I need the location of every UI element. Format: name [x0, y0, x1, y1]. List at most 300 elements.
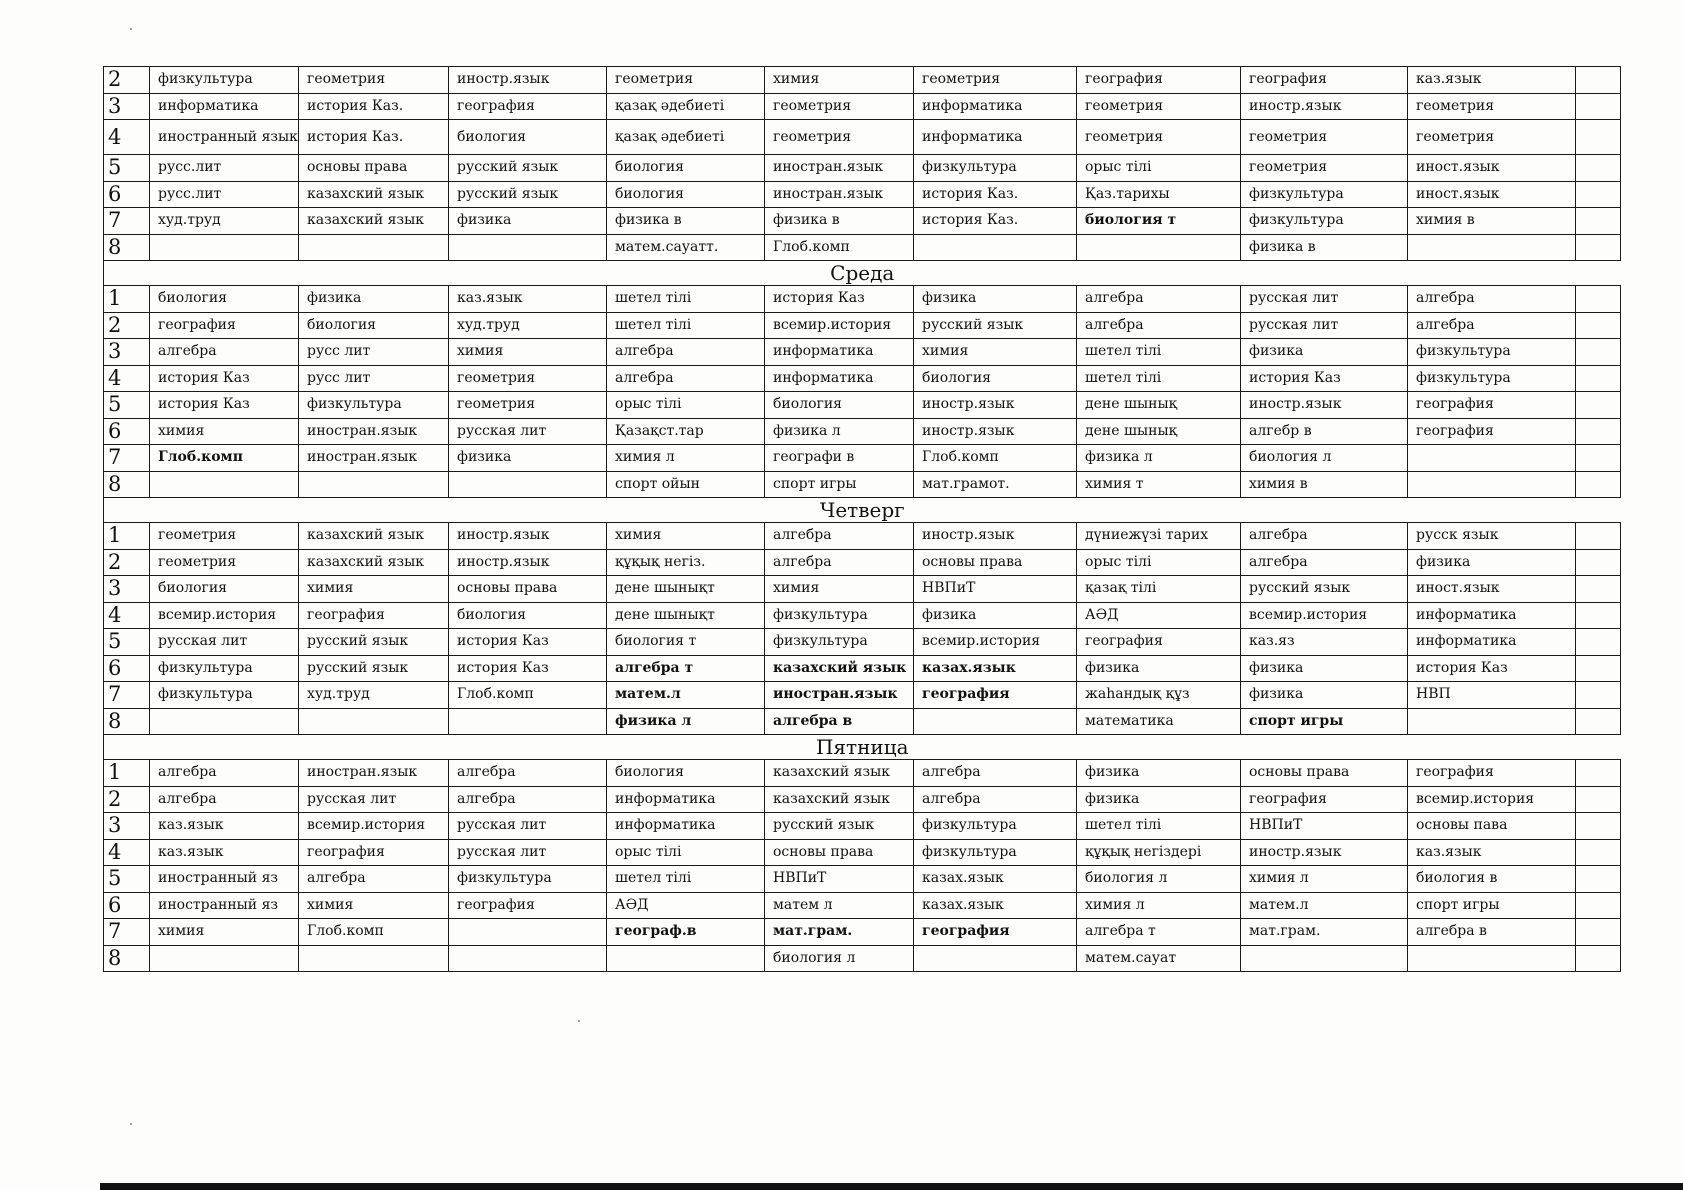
subject-cell: физика в: [1241, 234, 1408, 261]
subject-cell: казахский язык: [299, 181, 449, 208]
subject-cell: химия: [765, 576, 914, 603]
subject-cell: [1408, 945, 1576, 972]
subject-cell: матем.л: [607, 682, 765, 709]
subject-cell: дене шынық: [1077, 392, 1241, 419]
subject-cell: [299, 945, 449, 972]
subject-cell: физика: [1241, 682, 1408, 709]
lesson-row: [104, 392, 1621, 419]
subject-cell: [1576, 866, 1621, 893]
subject-cell: шетел тілі: [607, 286, 765, 313]
subject-cell: иностр.язык: [1241, 93, 1408, 120]
subject-cell: информатика: [1408, 602, 1576, 629]
subject-cell: информатика: [1408, 629, 1576, 656]
scan-speck: [130, 1123, 132, 1125]
subject-cell: физика: [914, 286, 1077, 313]
subject-cell: шетел тілі: [607, 312, 765, 339]
subject-cell: география: [1241, 67, 1408, 94]
subject-cell: русский язык: [299, 655, 449, 682]
subject-cell: география: [449, 93, 607, 120]
subject-cell: алгебра: [299, 866, 449, 893]
subject-cell: [1408, 471, 1576, 498]
subject-cell: шетел тілі: [607, 866, 765, 893]
lesson-row: [104, 312, 1621, 339]
subject-cell: физика в: [607, 208, 765, 235]
subject-cell: физкультура: [1408, 339, 1576, 366]
subject-cell: иностр.язык: [914, 418, 1077, 445]
subject-cell: казахский язык: [299, 549, 449, 576]
subject-cell: алгебра: [1408, 286, 1576, 313]
subject-cell: иностр.язык: [449, 549, 607, 576]
subject-cell: география: [449, 892, 607, 919]
subject-cell: мат.грамот.: [914, 471, 1077, 498]
lesson-row: [104, 286, 1621, 313]
subject-cell: география: [1408, 418, 1576, 445]
subject-cell: [1576, 234, 1621, 261]
subject-cell: матем.сауатт.: [607, 234, 765, 261]
lesson-row: [104, 67, 1621, 94]
subject-cell: АӘД: [1077, 602, 1241, 629]
subject-cell: алгебра: [150, 786, 299, 813]
subject-cell: [1576, 523, 1621, 550]
lesson-number: 5: [104, 629, 150, 656]
subject-cell: спорт игры: [1408, 892, 1576, 919]
subject-cell: история Каз: [1408, 655, 1576, 682]
subject-cell: алгебра: [1077, 312, 1241, 339]
subject-cell: биология т: [607, 629, 765, 656]
subject-cell: математика: [1077, 708, 1241, 735]
subject-cell: алгебр в: [1241, 418, 1408, 445]
scan-speck: [578, 1020, 580, 1022]
subject-cell: всемир.история: [765, 312, 914, 339]
lesson-row: [104, 93, 1621, 120]
subject-cell: история Каз.: [914, 208, 1077, 235]
subject-cell: [1576, 682, 1621, 709]
subject-cell: физкультура: [150, 67, 299, 94]
subject-cell: иностр.язык: [914, 523, 1077, 550]
subject-cell: каз.яз: [1241, 629, 1408, 656]
subject-cell: казах.язык: [914, 892, 1077, 919]
subject-cell: [1576, 286, 1621, 313]
subject-cell: шетел тілі: [1077, 339, 1241, 366]
lesson-number: 1: [104, 286, 150, 313]
subject-cell: русский язык: [1241, 576, 1408, 603]
subject-cell: иностран.язык: [765, 682, 914, 709]
subject-cell: химия л: [607, 445, 765, 472]
lesson-row: [104, 708, 1621, 735]
subject-cell: дене шынықт: [607, 602, 765, 629]
subject-cell: химия: [449, 339, 607, 366]
subject-cell: история Каз: [150, 365, 299, 392]
subject-cell: физика: [299, 286, 449, 313]
subject-cell: алгебра: [150, 339, 299, 366]
subject-cell: биология: [607, 181, 765, 208]
subject-cell: алгебра: [914, 786, 1077, 813]
subject-cell: русский язык: [449, 155, 607, 182]
lesson-row: [104, 208, 1621, 235]
subject-cell: [1576, 339, 1621, 366]
subject-cell: химия: [914, 339, 1077, 366]
subject-cell: [1576, 919, 1621, 946]
subject-cell: [1576, 655, 1621, 682]
subject-cell: химия т: [1077, 471, 1241, 498]
subject-cell: [1576, 445, 1621, 472]
subject-cell: физкультура: [449, 866, 607, 893]
subject-cell: [1576, 945, 1621, 972]
subject-cell: иностр.язык: [1241, 392, 1408, 419]
subject-cell: [1576, 208, 1621, 235]
subject-cell: биология: [914, 365, 1077, 392]
subject-cell: химия л: [1241, 866, 1408, 893]
subject-cell: русс лит: [299, 365, 449, 392]
lesson-number: 3: [104, 813, 150, 840]
subject-cell: [1576, 120, 1621, 155]
subject-cell: геометрия: [1241, 120, 1408, 155]
subject-cell: алгебра: [449, 786, 607, 813]
lesson-number: 6: [104, 655, 150, 682]
lesson-number: 1: [104, 760, 150, 787]
subject-cell: основы права: [765, 839, 914, 866]
day-heading: Пятница: [104, 735, 1621, 760]
subject-cell: русский язык: [914, 312, 1077, 339]
lesson-number: 7: [104, 445, 150, 472]
subject-cell: худ.труд: [299, 682, 449, 709]
subject-cell: каз.язык: [1408, 839, 1576, 866]
subject-cell: [914, 234, 1077, 261]
subject-cell: биология: [765, 392, 914, 419]
schedule-table: [103, 66, 1621, 972]
day-heading: Четверг: [104, 498, 1621, 523]
subject-cell: орыс тілі: [1077, 155, 1241, 182]
subject-cell: физика: [449, 208, 607, 235]
subject-cell: [1576, 365, 1621, 392]
subject-cell: информатика: [914, 120, 1077, 155]
subject-cell: химия л: [1077, 892, 1241, 919]
subject-cell: [1576, 392, 1621, 419]
lesson-number: 6: [104, 181, 150, 208]
subject-cell: геометрия: [1241, 155, 1408, 182]
subject-cell: [1576, 155, 1621, 182]
subject-cell: Глоб.комп: [449, 682, 607, 709]
subject-cell: русская лит: [150, 629, 299, 656]
subject-cell: физкультура: [1241, 208, 1408, 235]
subject-cell: иностран.язык: [299, 760, 449, 787]
subject-cell: история Каз.: [914, 181, 1077, 208]
subject-cell: казахский язык: [299, 208, 449, 235]
subject-cell: орыс тілі: [607, 392, 765, 419]
lesson-row: [104, 576, 1621, 603]
lesson-row: [104, 813, 1621, 840]
subject-cell: каз.язык: [150, 813, 299, 840]
schedule-body: [104, 67, 1621, 972]
subject-cell: иност.язык: [1408, 181, 1576, 208]
lesson-row: [104, 339, 1621, 366]
subject-cell: история Каз: [449, 655, 607, 682]
subject-cell: русская лит: [449, 839, 607, 866]
subject-cell: дене шынық: [1077, 418, 1241, 445]
subject-cell: русский язык: [765, 813, 914, 840]
subject-cell: алгебра: [1408, 312, 1576, 339]
subject-cell: спорт ойын: [607, 471, 765, 498]
subject-cell: химия: [150, 418, 299, 445]
subject-cell: алгебра: [150, 760, 299, 787]
lesson-number: 7: [104, 919, 150, 946]
subject-cell: история Каз: [765, 286, 914, 313]
lesson-row: [104, 945, 1621, 972]
subject-cell: [1576, 602, 1621, 629]
subject-cell: жаһандық құз: [1077, 682, 1241, 709]
subject-cell: русск язык: [1408, 523, 1576, 550]
subject-cell: география: [1241, 786, 1408, 813]
subject-cell: алгебра: [1077, 286, 1241, 313]
subject-cell: [449, 919, 607, 946]
day-header-row: [104, 261, 1621, 286]
lesson-number: 2: [104, 312, 150, 339]
subject-cell: физика: [1077, 786, 1241, 813]
scan-bottom-edge: [100, 1183, 1683, 1190]
subject-cell: информатика: [765, 339, 914, 366]
subject-cell: геометрия: [765, 120, 914, 155]
subject-cell: всемир.история: [1408, 786, 1576, 813]
lesson-number: 3: [104, 93, 150, 120]
subject-cell: спорт игры: [1241, 708, 1408, 735]
subject-cell: география: [1408, 392, 1576, 419]
lesson-row: [104, 866, 1621, 893]
subject-cell: основы права: [1241, 760, 1408, 787]
lesson-row: [104, 760, 1621, 787]
lesson-row: [104, 919, 1621, 946]
subject-cell: химия: [765, 67, 914, 94]
subject-cell: физкультура: [299, 392, 449, 419]
subject-cell: алгебра: [914, 760, 1077, 787]
subject-cell: история Каз: [150, 392, 299, 419]
subject-cell: география: [1408, 760, 1576, 787]
subject-cell: казахский язык: [299, 523, 449, 550]
subject-cell: иност.язык: [1408, 155, 1576, 182]
subject-cell: основы права: [299, 155, 449, 182]
subject-cell: иностр.язык: [1241, 839, 1408, 866]
subject-cell: физика: [1241, 655, 1408, 682]
subject-cell: физкультура: [765, 602, 914, 629]
subject-cell: физкультура: [765, 629, 914, 656]
subject-cell: Глоб.комп: [299, 919, 449, 946]
subject-cell: [1241, 945, 1408, 972]
subject-cell: основы права: [449, 576, 607, 603]
subject-cell: география: [150, 312, 299, 339]
lesson-row: [104, 786, 1621, 813]
subject-cell: иностранный яз: [150, 892, 299, 919]
subject-cell: иностр.язык: [449, 67, 607, 94]
subject-cell: геометрия: [150, 523, 299, 550]
subject-cell: алгебра в: [765, 708, 914, 735]
subject-cell: географи в: [765, 445, 914, 472]
subject-cell: құқық негіздері: [1077, 839, 1241, 866]
lesson-number: 8: [104, 471, 150, 498]
subject-cell: спорт игры: [765, 471, 914, 498]
subject-cell: [1408, 234, 1576, 261]
subject-cell: история Каз.: [299, 93, 449, 120]
subject-cell: геометрия: [1408, 93, 1576, 120]
subject-cell: [914, 945, 1077, 972]
subject-cell: [299, 708, 449, 735]
subject-cell: алгебра: [765, 549, 914, 576]
subject-cell: иностран.язык: [299, 445, 449, 472]
subject-cell: иностран.язык: [765, 155, 914, 182]
subject-cell: всемир.история: [299, 813, 449, 840]
subject-cell: матем.сауат: [1077, 945, 1241, 972]
subject-cell: географ.в: [607, 919, 765, 946]
subject-cell: [1576, 471, 1621, 498]
subject-cell: иностран.язык: [765, 181, 914, 208]
lesson-row: [104, 523, 1621, 550]
subject-cell: география: [1077, 629, 1241, 656]
subject-cell: алгебра: [1241, 523, 1408, 550]
subject-cell: матем.л: [1241, 892, 1408, 919]
subject-cell: каз.язык: [449, 286, 607, 313]
lesson-row: [104, 365, 1621, 392]
subject-cell: иностр.язык: [449, 523, 607, 550]
subject-cell: русская лит: [449, 418, 607, 445]
lesson-row: [104, 155, 1621, 182]
subject-cell: [449, 708, 607, 735]
subject-cell: Глоб.комп: [765, 234, 914, 261]
lesson-number: 3: [104, 339, 150, 366]
subject-cell: геометрия: [1077, 120, 1241, 155]
subject-cell: орыс тілі: [1077, 549, 1241, 576]
subject-cell: физика л: [765, 418, 914, 445]
subject-cell: [914, 708, 1077, 735]
subject-cell: всемир.история: [1241, 602, 1408, 629]
lesson-number: 1: [104, 523, 150, 550]
subject-cell: [1576, 549, 1621, 576]
subject-cell: биология: [607, 155, 765, 182]
subject-cell: география: [299, 602, 449, 629]
subject-cell: матем л: [765, 892, 914, 919]
subject-cell: физика л: [1077, 445, 1241, 472]
lesson-number: 8: [104, 234, 150, 261]
subject-cell: алгебра: [607, 365, 765, 392]
subject-cell: биология: [449, 602, 607, 629]
subject-cell: [150, 708, 299, 735]
lesson-row: [104, 181, 1621, 208]
subject-cell: алгебра: [765, 523, 914, 550]
subject-cell: геометрия: [1408, 120, 1576, 155]
subject-cell: биология в: [1408, 866, 1576, 893]
subject-cell: [1576, 67, 1621, 94]
lesson-number: 5: [104, 392, 150, 419]
subject-cell: [1576, 312, 1621, 339]
subject-cell: иностранный язык: [150, 120, 299, 155]
subject-cell: қазақ тілі: [1077, 576, 1241, 603]
subject-cell: физика: [1408, 549, 1576, 576]
subject-cell: геометрия: [765, 93, 914, 120]
day-heading: Среда: [104, 261, 1621, 286]
subject-cell: история Каз: [449, 629, 607, 656]
subject-cell: биология т: [1077, 208, 1241, 235]
subject-cell: химия: [607, 523, 765, 550]
lesson-number: 2: [104, 786, 150, 813]
subject-cell: биология л: [765, 945, 914, 972]
subject-cell: шетел тілі: [1077, 365, 1241, 392]
subject-cell: химия в: [1408, 208, 1576, 235]
subject-cell: физкультура: [150, 655, 299, 682]
subject-cell: физика: [449, 445, 607, 472]
subject-cell: казахский язык: [765, 760, 914, 787]
subject-cell: алгебра т: [1077, 919, 1241, 946]
day-header-row: [104, 498, 1621, 523]
lesson-number: 8: [104, 708, 150, 735]
subject-cell: [1576, 181, 1621, 208]
lesson-number: 4: [104, 602, 150, 629]
subject-cell: [449, 945, 607, 972]
lesson-number: 5: [104, 155, 150, 182]
subject-cell: русский язык: [449, 181, 607, 208]
subject-cell: [1576, 708, 1621, 735]
subject-cell: геометрия: [607, 67, 765, 94]
lesson-row: [104, 892, 1621, 919]
timetable-sheet: [103, 66, 1620, 972]
subject-cell: физкультура: [1408, 365, 1576, 392]
subject-cell: информатика: [765, 365, 914, 392]
subject-cell: геометрия: [1077, 93, 1241, 120]
subject-cell: [1576, 892, 1621, 919]
subject-cell: худ.труд: [449, 312, 607, 339]
subject-cell: алгебра т: [607, 655, 765, 682]
subject-cell: всемир.история: [914, 629, 1077, 656]
subject-cell: [299, 234, 449, 261]
lesson-row: [104, 655, 1621, 682]
subject-cell: физика л: [607, 708, 765, 735]
subject-cell: каз.язык: [150, 839, 299, 866]
subject-cell: алгебра: [607, 339, 765, 366]
subject-cell: геометрия: [299, 67, 449, 94]
subject-cell: [449, 234, 607, 261]
subject-cell: НВПиТ: [914, 576, 1077, 603]
subject-cell: русская лит: [1241, 312, 1408, 339]
subject-cell: основы пава: [1408, 813, 1576, 840]
subject-cell: НВП: [1408, 682, 1576, 709]
subject-cell: география: [1077, 67, 1241, 94]
subject-cell: биология: [449, 120, 607, 155]
lesson-row: [104, 549, 1621, 576]
lesson-number: 2: [104, 549, 150, 576]
subject-cell: Қазақст.тар: [607, 418, 765, 445]
subject-cell: құқық негіз.: [607, 549, 765, 576]
subject-cell: [1576, 93, 1621, 120]
subject-cell: основы права: [914, 549, 1077, 576]
subject-cell: русская лит: [299, 786, 449, 813]
subject-cell: информатика: [607, 813, 765, 840]
lesson-row: [104, 839, 1621, 866]
subject-cell: [1408, 445, 1576, 472]
lesson-row: [104, 120, 1621, 155]
subject-cell: информатика: [150, 93, 299, 120]
lesson-number: 5: [104, 866, 150, 893]
subject-cell: иност.язык: [1408, 576, 1576, 603]
subject-cell: биология: [299, 312, 449, 339]
subject-cell: қазақ әдебиеті: [607, 93, 765, 120]
subject-cell: Қаз.тарихы: [1077, 181, 1241, 208]
lesson-number: 3: [104, 576, 150, 603]
subject-cell: каз.язык: [1408, 67, 1576, 94]
subject-cell: [1576, 576, 1621, 603]
subject-cell: Глоб.комп: [150, 445, 299, 472]
subject-cell: биология: [150, 576, 299, 603]
lesson-number: 4: [104, 120, 150, 155]
subject-cell: русс.лит: [150, 155, 299, 182]
lesson-row: [104, 445, 1621, 472]
subject-cell: геометрия: [449, 365, 607, 392]
subject-cell: география: [914, 919, 1077, 946]
